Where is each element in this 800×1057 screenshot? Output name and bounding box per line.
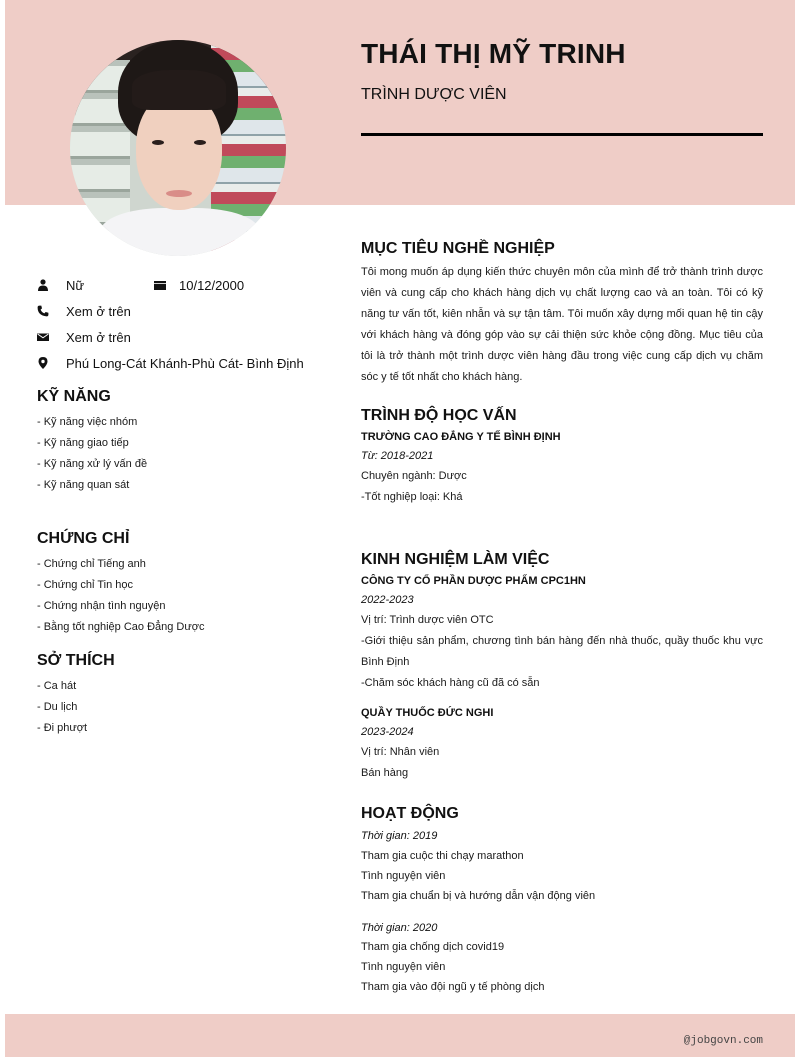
- title-divider: [361, 133, 763, 136]
- education-section: [361, 407, 763, 508]
- activity-line: Tình nguyện viên: [361, 961, 446, 973]
- education-grade: -Tốt nghiệp loại: Khá: [361, 491, 463, 503]
- contact-info: [37, 272, 327, 376]
- section-heading: KỸ NĂNG: [37, 388, 111, 405]
- company-name: QUẦY THUỐC ĐỨC NGHI: [361, 707, 494, 719]
- candidate-name: THÁI THỊ MỸ TRINH: [361, 38, 626, 69]
- birthdate-value: 10/12/2000: [179, 277, 245, 293]
- gender-dob-row: [37, 272, 327, 298]
- job-line: Vị trí: Trình dược viên OTC: [361, 614, 494, 626]
- photo-eye: [194, 140, 206, 145]
- gender-value: Nữ: [66, 277, 85, 293]
- job-period: 2022-2023: [361, 594, 414, 606]
- activity-line: Tham gia cuộc thi chạy marathon: [361, 850, 524, 862]
- list-item: - Kỹ năng giao tiếp: [37, 437, 129, 449]
- address-row: [37, 350, 327, 376]
- list-item: - Chứng chỉ Tin học: [37, 579, 134, 591]
- activity-group: [361, 826, 763, 906]
- phone-value: Xem ở trên: [66, 303, 131, 319]
- certificates-section: [37, 530, 327, 638]
- mail-icon: [37, 330, 49, 344]
- footer-watermark: @jobgovn.com: [683, 1035, 763, 1047]
- photo-coat: [100, 208, 260, 256]
- job-entry: [361, 704, 763, 784]
- phone-row: [37, 298, 327, 324]
- list-item: - Chứng chỉ Tiếng anh: [37, 558, 146, 570]
- photo-bangs: [132, 70, 226, 110]
- experience-section: [361, 551, 763, 784]
- job-period: 2023-2024: [361, 726, 414, 738]
- school-name: TRƯỜNG CAO ĐẲNG Y TẾ BÌNH ĐỊNH: [361, 431, 561, 443]
- list-item: - Du lịch: [37, 701, 78, 713]
- left-column: [37, 272, 327, 739]
- list-item: - Đi phượt: [37, 722, 88, 734]
- job-line: -Giới thiệu sản phẩm, chương tình bán hàng đến nhà thuốc, quầy thuốc khu vực Bình Định: [361, 635, 763, 668]
- hobbies-section: [37, 652, 327, 739]
- photo-lips: [166, 190, 192, 197]
- address-value: Phú Long-Cát Khánh-Phù Cát- Bình Định: [66, 355, 304, 371]
- company-name: CÔNG TY CỔ PHẦN DƯỢC PHẨM CPC1HN: [361, 575, 586, 587]
- activity-line: Tham gia vào đội ngũ y tế phòng dịch: [361, 981, 545, 993]
- section-heading: SỞ THÍCH: [37, 652, 115, 669]
- objective-text: Tôi mong muốn áp dụng kiến thức chuyên môn của mình để trở thành trình dược viên và cung cấp cho khách hàng dịch vụ chất lượng cao và an toàn. Tôi có kỹ năng tư vấn tốt, kiên nhẫn và sự tận tâm. Tôi muốn xây dựng mối quan hệ tin cậy với khách hàng và đóng góp vào sự cải thiện sức khỏe cộng đồng. Mục tiêu của tôi là trở thành một trình dược viên hàng đầu trong việc cung cấp dịch vụ chăm sóc y tế tốt nhất cho khách hàng.: [361, 266, 763, 383]
- list-item: - Kỹ năng việc nhóm: [37, 416, 138, 428]
- objective-section: [361, 240, 763, 388]
- activity-period: Thời gian: 2019: [361, 830, 438, 842]
- job-line: Bán hàng: [361, 767, 409, 779]
- job-entry: [361, 572, 763, 694]
- activities-section: [361, 805, 763, 998]
- job-line: -Chăm sóc khách hàng cũ đã có sẵn: [361, 677, 540, 689]
- photo-eye: [152, 140, 164, 145]
- activity-group: [361, 918, 763, 998]
- skills-section: [37, 388, 327, 496]
- list-item: - Ca hát: [37, 680, 77, 692]
- phone-icon: [37, 304, 49, 318]
- user-icon: [37, 278, 49, 292]
- footer-band: [5, 1014, 795, 1057]
- profile-photo: [70, 40, 286, 256]
- job-line: Vị trí: Nhân viên: [361, 746, 440, 758]
- email-value: Xem ở trên: [66, 329, 131, 345]
- job-title: TRÌNH DƯỢC VIÊN: [361, 86, 507, 103]
- education-major: Chuyên ngành: Dược: [361, 470, 467, 482]
- list-item: - Bằng tốt nghiệp Cao Đẳng Dược: [37, 621, 205, 633]
- section-heading: KINH NGHIỆM LÀM VIỆC: [361, 551, 550, 568]
- activity-line: Tham gia chuẩn bị và hướng dẫn vận động viên: [361, 890, 596, 902]
- section-heading: TRÌNH ĐỘ HỌC VẤN: [361, 407, 517, 424]
- calendar-icon: [154, 278, 166, 292]
- education-period: Từ: 2018-2021: [361, 450, 434, 462]
- section-heading: MỤC TIÊU NGHỀ NGHIỆP: [361, 240, 555, 257]
- list-item: - Chứng nhận tình nguyện: [37, 600, 166, 612]
- email-row: [37, 324, 327, 350]
- activity-period: Thời gian: 2020: [361, 922, 438, 934]
- section-heading: CHỨNG CHỈ: [37, 530, 130, 547]
- map-pin-icon: [37, 356, 49, 370]
- list-item: - Kỹ năng xử lý vấn đề: [37, 458, 148, 470]
- list-item: - Kỹ năng quan sát: [37, 479, 130, 491]
- activity-line: Tình nguyện viên: [361, 870, 446, 882]
- section-heading: HOẠT ĐỘNG: [361, 805, 459, 822]
- activity-line: Tham gia chống dịch covid19: [361, 941, 505, 953]
